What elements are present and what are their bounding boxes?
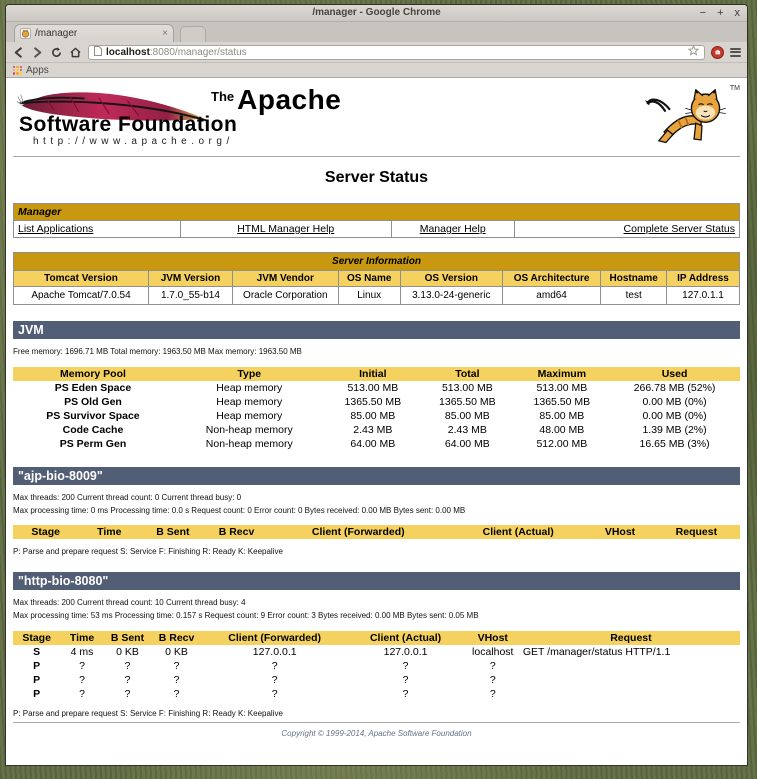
table-cell	[522, 687, 740, 701]
table-cell: 64.00 MB	[350, 437, 396, 450]
server-info-section-title: Server Information	[14, 253, 740, 271]
footer-divider	[13, 722, 740, 723]
table-cell: 0 KB	[165, 645, 188, 658]
connector-ajp-header-row	[13, 525, 740, 539]
table-cell: P	[33, 673, 41, 686]
connector-ajp-table	[13, 525, 740, 539]
column-header: JVM Vendor	[232, 271, 338, 287]
table-cell: PS Perm Gen	[59, 437, 127, 450]
maximize-button[interactable]: +	[717, 7, 724, 19]
server-info-table	[13, 252, 740, 305]
tomcat-status-page	[6, 78, 747, 765]
table-cell: 48.00 MB	[539, 423, 585, 436]
chrome-menu-icon[interactable]	[730, 48, 741, 57]
table-cell: 512.00 MB	[536, 437, 588, 450]
connector-ajp-legend: P: Parse and prepare request S: Service F: Finishing R: Ready K: Keepalive	[13, 547, 283, 557]
minimize-button[interactable]: −	[699, 7, 707, 19]
table-row	[13, 687, 740, 701]
connector-ajp-header: "ajp-bio-8009"	[13, 467, 740, 485]
column-header: Request	[653, 525, 740, 539]
tomcat-favicon-icon	[20, 28, 31, 39]
table-row	[13, 395, 740, 409]
table-cell: 266.78 MB (52%)	[633, 381, 716, 394]
column-header: Maximum	[515, 367, 610, 381]
table-cell: ?	[79, 673, 85, 686]
page-masthead	[13, 86, 740, 152]
table-cell: Heap memory	[216, 395, 283, 408]
connector-ajp-stats-line2: Max processing time: 0 ms Processing time: 0.0 s Request count: 0 Error count: 0 Bytes received: 0.00 MB Bytes sent: 0.00 MB	[13, 505, 466, 515]
tab-manager[interactable]	[14, 24, 174, 42]
page-icon	[94, 43, 102, 61]
manager-section-title: Manager	[14, 204, 740, 221]
table-cell: PS Eden Space	[54, 381, 132, 394]
link-html-manager-help[interactable]: HTML Manager Help	[237, 223, 335, 235]
table-cell: 127.0.0.1	[383, 645, 428, 658]
column-header: IP Address	[667, 271, 740, 287]
logo-the: The	[211, 89, 235, 104]
close-button[interactable]: x	[734, 7, 740, 19]
column-header: JVM Version	[148, 271, 232, 287]
column-header: Request	[522, 631, 740, 645]
column-header: Time	[78, 525, 140, 539]
masthead-divider	[13, 156, 740, 157]
table-cell: 0.00 MB (0%)	[642, 395, 707, 408]
new-tab-button[interactable]	[180, 26, 206, 42]
table-cell: amd64	[502, 287, 601, 305]
manager-links-row	[14, 221, 740, 238]
page-title: Server Status	[324, 169, 429, 186]
memory-pool-body	[13, 381, 740, 451]
column-header: Time	[60, 631, 104, 645]
column-header: Stage	[13, 525, 78, 539]
table-cell: ?	[124, 687, 131, 700]
column-header: Initial	[326, 367, 421, 381]
table-cell: ?	[79, 687, 85, 700]
manager-title-row	[14, 204, 740, 221]
table-row	[14, 287, 740, 305]
url-path: :8080/manager/status	[149, 46, 247, 58]
table-cell: 2.43 MB	[447, 423, 487, 436]
connector-http-body	[13, 645, 740, 701]
table-cell: Heap memory	[216, 409, 283, 422]
table-cell: 85.00 MB	[350, 409, 396, 422]
table-cell: ?	[124, 659, 131, 672]
table-cell: Apache Tomcat/7.0.54	[14, 287, 149, 305]
table-cell: 64.00 MB	[444, 437, 490, 450]
apps-grid-icon	[13, 66, 22, 75]
column-header: B Recv	[206, 525, 268, 539]
connector-http-legend: P: Parse and prepare request S: Service F: Finishing R: Ready K: Keepalive	[13, 708, 283, 718]
table-cell: ?	[124, 673, 131, 686]
memory-pool-table	[13, 367, 740, 451]
window-title: /manager - Google Chrome	[312, 7, 441, 18]
browser-toolbar	[6, 42, 747, 63]
link-manager-help[interactable]: Manager Help	[419, 223, 486, 235]
connector-http-table	[13, 631, 740, 701]
connector-ajp-stats-line1: Max threads: 200 Current thread count: 0 Current thread busy: 0	[13, 492, 242, 502]
forward-button[interactable]	[31, 46, 44, 59]
table-row	[13, 673, 740, 687]
connector-http-stats	[13, 597, 740, 623]
apps-bookmark[interactable]: Apps	[26, 64, 49, 76]
window-titlebar[interactable]	[6, 5, 747, 22]
tab-strip	[6, 22, 747, 42]
tomcat-logo	[643, 86, 738, 150]
table-row	[13, 423, 740, 437]
adblock-extension-icon[interactable]	[711, 46, 724, 59]
table-cell: 513.00 MB	[441, 381, 493, 394]
logo-software-foundation: Software Foundation	[19, 113, 238, 136]
table-cell: 85.00 MB	[444, 409, 490, 422]
table-cell: ?	[173, 687, 180, 700]
table-cell: S	[33, 645, 41, 658]
table-cell: 0 KB	[116, 645, 139, 658]
link-list-applications[interactable]: List Applications	[18, 223, 94, 235]
jvm-memory-summary: Free memory: 1696.71 MB Total memory: 1963.50 MB Max memory: 1963.50 MB	[13, 347, 302, 356]
table-row	[13, 659, 740, 673]
server-info-header-row	[14, 271, 740, 287]
memory-pool-header-row	[13, 367, 740, 381]
column-header: Used	[609, 367, 740, 381]
table-cell	[522, 673, 740, 687]
table-cell: ?	[402, 687, 409, 700]
table-cell: Oracle Corporation	[232, 287, 338, 305]
table-cell: test	[601, 287, 667, 305]
table-cell: PS Survivor Space	[46, 409, 140, 422]
table-cell: 85.00 MB	[539, 409, 585, 422]
table-cell: ?	[489, 673, 496, 686]
column-header: B Sent	[104, 631, 151, 645]
table-cell: localhost	[472, 645, 514, 658]
table-cell: Code Cache	[62, 423, 124, 436]
table-cell: 513.00 MB	[347, 381, 399, 394]
bookmarks-bar	[6, 63, 747, 78]
table-cell: 0.00 MB (0%)	[642, 409, 707, 422]
connector-ajp-stats	[13, 492, 740, 518]
connector-http-stats-line2: Max processing time: 53 ms Processing time: 0.157 s Request count: 9 Error count: 3 Bytes received: 0.00 MB Bytes sent: 0.05 MB	[13, 611, 479, 621]
table-cell: 127.0.1.1	[667, 287, 740, 305]
jvm-section-header: JVM	[13, 321, 740, 339]
table-cell: PS Old Gen	[64, 395, 122, 408]
table-cell: 2.43 MB	[353, 423, 393, 436]
table-cell: ?	[402, 659, 409, 672]
connector-http-header-row	[13, 631, 740, 645]
column-header: Client (Forwarded)	[202, 631, 347, 645]
server-info-body	[14, 287, 740, 305]
table-cell: Non-heap memory	[205, 437, 293, 450]
table-cell: Linux	[338, 287, 400, 305]
table-cell: 3.13.0-24-generic	[400, 287, 502, 305]
table-cell: P	[33, 687, 41, 700]
column-header: OS Name	[338, 271, 400, 287]
column-header: Memory Pool	[13, 367, 173, 381]
logo-apache: Apache	[237, 84, 342, 115]
table-cell: ?	[489, 659, 496, 672]
table-cell: 1.7.0_55-b14	[148, 287, 232, 305]
copyright-notice: Copyright © 1999-2014, Apache Software Foundation	[281, 728, 472, 738]
table-cell: Heap memory	[216, 381, 283, 394]
column-header: B Sent	[140, 525, 205, 539]
link-complete-server-status[interactable]: Complete Server Status	[623, 223, 735, 235]
table-cell: ?	[173, 659, 180, 672]
table-cell: 1365.50 MB	[344, 395, 402, 408]
trademark-label: TM	[729, 85, 740, 92]
table-row	[13, 437, 740, 451]
column-header: OS Architecture	[502, 271, 601, 287]
column-header: Hostname	[601, 271, 667, 287]
column-header: Client (Forwarded)	[267, 525, 449, 539]
window-controls	[700, 6, 740, 20]
column-header: B Recv	[151, 631, 202, 645]
reload-button[interactable]	[50, 46, 63, 59]
table-cell: ?	[271, 687, 278, 700]
column-header: Stage	[13, 631, 60, 645]
table-cell: 127.0.0.1	[252, 645, 297, 658]
logo-apache-url: http://www.apache.org/	[33, 136, 234, 147]
column-header: Type	[173, 367, 326, 381]
table-cell: 16.65 MB (3%)	[639, 437, 710, 450]
table-cell: 4 ms	[70, 645, 94, 658]
table-cell: GET /manager/status HTTP/1.1	[522, 645, 671, 658]
connector-http-header: "http-bio-8080"	[13, 572, 740, 590]
table-cell: ?	[271, 659, 278, 672]
table-cell: ?	[173, 673, 180, 686]
table-row	[13, 409, 740, 423]
column-header: Client (Actual)	[449, 525, 587, 539]
home-button[interactable]	[69, 46, 82, 59]
column-header: VHost	[587, 525, 652, 539]
table-cell: 513.00 MB	[536, 381, 588, 394]
table-cell: 1365.50 MB	[439, 395, 496, 408]
bookmark-star-icon[interactable]	[688, 43, 699, 61]
logo-text-top	[211, 84, 341, 116]
column-header: Client (Actual)	[347, 631, 463, 645]
browser-window	[5, 4, 748, 766]
connector-http-stats-line1: Max threads: 200 Current thread count: 10 Current thread busy: 4	[13, 598, 246, 608]
table-cell: P	[33, 659, 41, 672]
table-cell: ?	[79, 659, 85, 672]
back-button[interactable]	[12, 46, 25, 59]
table-cell	[522, 659, 740, 673]
table-cell: 1365.50 MB	[533, 395, 591, 408]
table-row	[13, 645, 740, 659]
url-bar[interactable]	[88, 45, 705, 60]
tab-close-icon[interactable]: ×	[162, 28, 168, 39]
column-header: Tomcat Version	[14, 271, 149, 287]
table-cell: ?	[271, 673, 278, 686]
server-info-title-row	[14, 253, 740, 271]
table-cell: 1.39 MB (2%)	[642, 423, 707, 436]
table-cell: ?	[489, 687, 496, 700]
manager-nav-table	[13, 203, 740, 238]
url-host: localhost	[106, 46, 150, 58]
column-header: Total	[420, 367, 515, 381]
column-header: VHost	[464, 631, 522, 645]
table-cell: ?	[402, 673, 409, 686]
tab-title: /manager	[35, 28, 78, 39]
table-cell: Non-heap memory	[205, 423, 293, 436]
column-header: OS Version	[400, 271, 502, 287]
table-row	[13, 381, 740, 395]
url-input[interactable]	[106, 47, 684, 58]
